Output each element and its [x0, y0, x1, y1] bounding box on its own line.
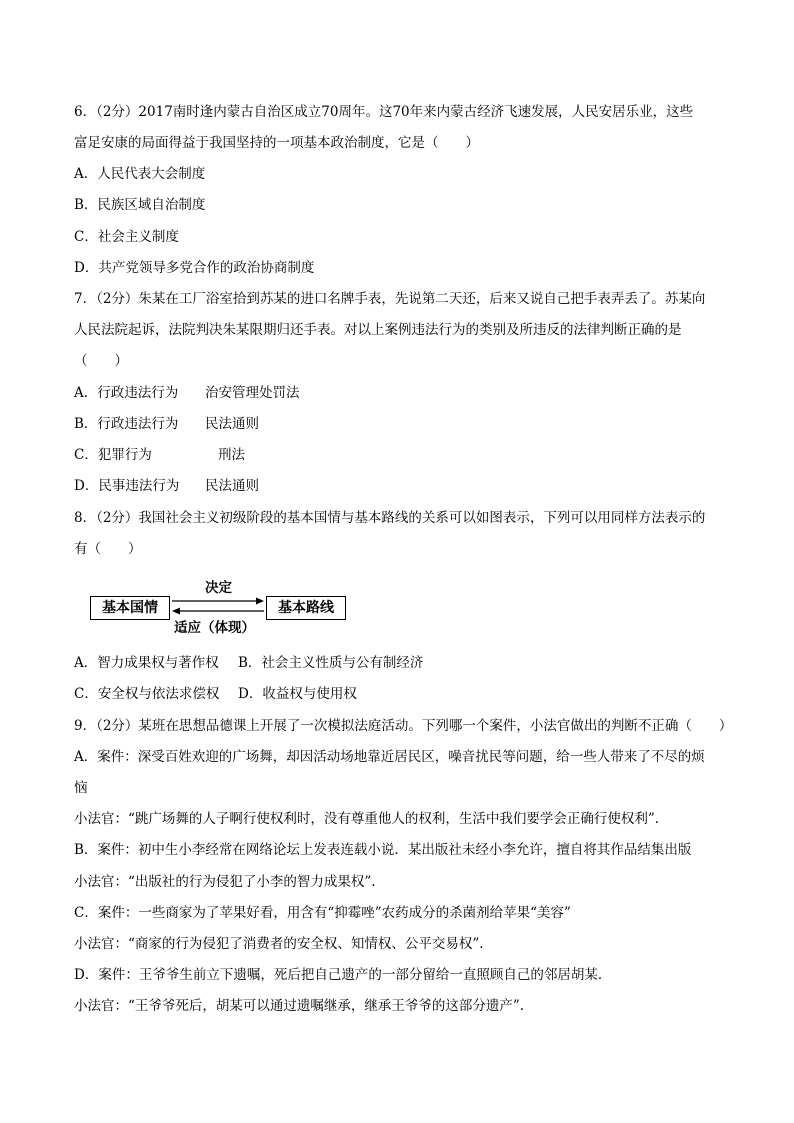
q6-stem-line-2: 富足安康的局面得益于我国坚持的一项基本政治制度，它是（ ） — [74, 135, 479, 151]
q7-stem-line-1: 7．（2分）朱某在工厂浴室拾到苏某的进口名牌手表，先说第二天还，后来又说自己把手表弄丢了。苏某向 — [74, 291, 706, 307]
q8-option-b: B．社会主义性质与公有制经济 — [238, 655, 424, 671]
q6-option-b: B．民族区域自治制度 — [74, 197, 206, 213]
q9-option-d-judge: 小法官：“王爷爷死后，胡某可以通过遗嘱继承，继承王爷爷的这部分遗产”. — [74, 998, 525, 1014]
q8-stem-line-2: 有（ ） — [74, 541, 142, 557]
q7-stem-line-2: 人民法院起诉，法院判决朱某限期归还手表。对以上案例违法行为的类别及所违反的法律判断正确的是 — [74, 322, 682, 338]
q7-option-b-law: 民法通则 — [205, 416, 259, 432]
basic-line-box: 基本路线 — [266, 596, 346, 620]
q9-stem: 9．（2分）某班在思想品德课上开展了一次模拟法庭活动。下列哪一个案件，小法官做出的判断不正确（ ） — [74, 718, 733, 734]
q7-stem-line-3: （ ） — [74, 353, 128, 369]
q9-option-d-case: D．案件：王爷爷生前立下遗嘱，死后把自己遗产的一部分留给一直照顾自己的邻居胡某． — [74, 967, 612, 983]
q9-option-a-case-line-2: 恼 — [74, 780, 88, 796]
q9-option-c-judge: 小法官：“商家的行为侵犯了消费者的安全权、知情权、公平交易权”. — [74, 936, 484, 952]
q7-option-d-label: D．民事违法行为 — [74, 478, 180, 494]
right-arrow — [172, 598, 264, 605]
q7-option-a — [74, 385, 300, 401]
q7-option-a-label: A．行政违法行为 — [74, 385, 179, 401]
q7-option-c-label: C．犯罪行为 — [74, 447, 152, 463]
q7-option-c — [74, 447, 245, 463]
q9-option-a-judge: 小法官：“跳广场舞的人子啊行使权利时，没有尊重他人的权利，生活中我们要学会正确行使权利”. — [74, 811, 660, 827]
q9-option-a-case-line-1: A．案件：深受百姓欢迎的广场舞，却因活动场地靠近居民区，噪音扰民等问题，给一些人带来了不尽的烦 — [74, 749, 705, 765]
q6-option-a: A．人民代表大会制度 — [74, 166, 206, 182]
q9-option-b-judge: 小法官：“出版社的行为侵犯了小李的智力成果权”. — [74, 874, 376, 890]
q7-option-a-law: 治安管理处罚法 — [205, 385, 300, 401]
basic-national-condition-box: 基本国情 — [90, 596, 170, 620]
q8-options-row-1 — [74, 655, 423, 671]
relationship-diagram — [90, 579, 350, 635]
q7-option-b-label: B．行政违法行为 — [74, 416, 179, 432]
q7-option-d-law: 民法通则 — [205, 478, 259, 494]
q8-options-row-2 — [74, 686, 357, 702]
adapt-label: 适应（体现） — [174, 620, 255, 636]
q8-option-c: C．安全权与依法求偿权 — [74, 686, 220, 702]
q8-option-a: A．智力成果权与著作权 — [74, 655, 219, 671]
q6-option-d: D．共产党领导多党合作的政治协商制度 — [74, 260, 315, 276]
q9-option-c-case: C．案件：一些商家为了苹果好看，用含有“抑霉唑”农药成分的杀菌剂给苹果“美容” — [74, 905, 571, 921]
q6-option-c: C．社会主义制度 — [74, 229, 179, 245]
left-arrow — [172, 608, 264, 615]
q8-stem-line-1: 8．（2分）我国社会主义初级阶段的基本国情与基本路线的关系可以如图表示，下列可以用同样方法表示的 — [74, 510, 706, 526]
q7-option-d — [74, 478, 259, 494]
q7-option-c-law: 刑法 — [218, 447, 245, 463]
q8-option-d: D．收益权与使用权 — [238, 686, 357, 702]
q6-stem-line-1: 6．（2分）2017南时逢内蒙古自治区成立70周年。这70年来内蒙古经济飞速发展，人民安居乐业，这些 — [74, 104, 694, 120]
q7-option-b — [74, 416, 259, 432]
arrows — [90, 579, 350, 635]
q9-option-b-case: B．案件：初中生小李经常在网络论坛上发表连载小说．某出版社未经小李允许，擅自将其作品结集出版 — [74, 842, 692, 858]
decide-label: 决定 — [205, 580, 232, 596]
